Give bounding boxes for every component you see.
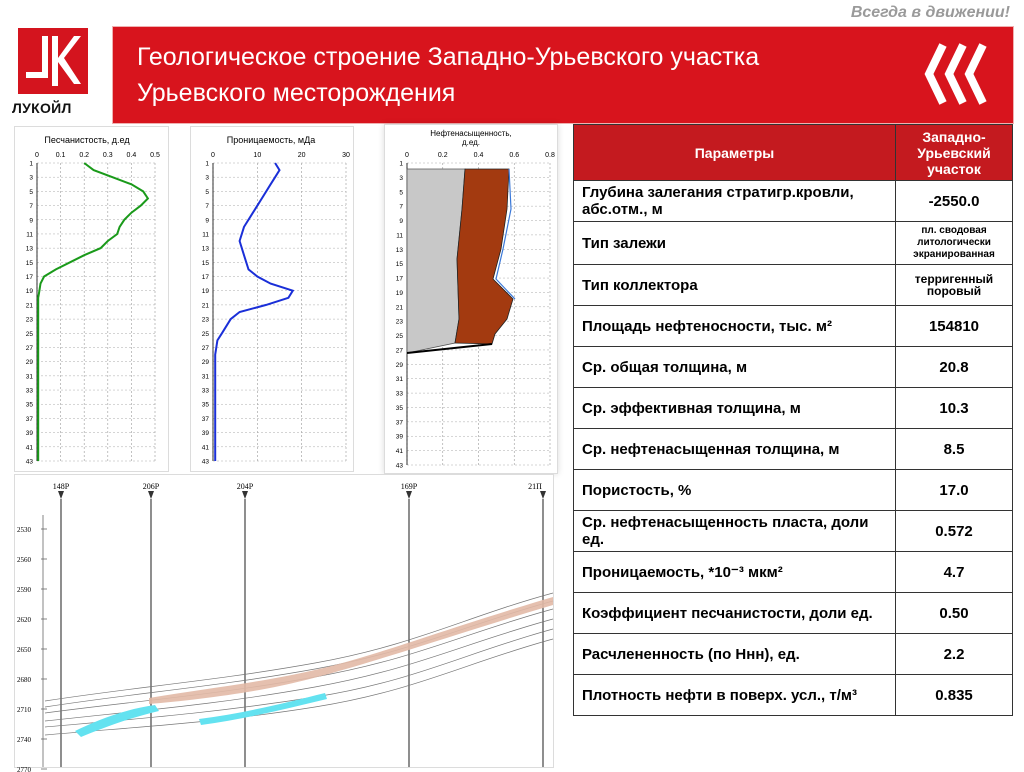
logo-emblem [18,28,88,94]
depth-tick-label: 17 [395,275,403,283]
param-value: 2.2 [896,634,1013,675]
depth-tick-label: 33 [395,390,403,398]
depth-label: 2530 [17,526,31,534]
param-name: Расчлененность (по Ннн), ед. [574,634,896,675]
depth-tick-label: 29 [25,359,33,367]
permeability-log-panel [190,126,354,472]
depth-tick-label: 43 [395,462,403,470]
water-saturation-area [407,169,465,353]
well-marker-icon [58,491,64,499]
permeability-log-chart [191,127,353,471]
depth-tick-label: 21 [201,302,209,310]
x-tick-label: 0.5 [150,152,160,159]
well-marker-icon [406,491,412,499]
table-header-row [574,125,1013,181]
sand-layer [149,597,553,704]
param-value: -2550.0 [896,181,1013,222]
x-tick-label: 0.3 [102,152,113,159]
x-tick-label: 30 [342,152,350,159]
x-tick-label: 0.8 [545,152,555,159]
sandiness-log-chart [15,127,168,471]
x-tick-label: 0.4 [126,152,137,159]
x-tick-label: 0.2 [437,152,448,159]
depth-tick-label: 41 [201,444,209,452]
depth-tick-label: 13 [395,246,403,254]
header-value: Западно-Урьевский участок [896,125,1013,181]
depth-label: 2770 [17,766,31,772]
depth-tick-label: 43 [25,458,33,466]
depth-tick-label: 23 [25,316,33,324]
depth-tick-label: 19 [25,288,33,296]
param-value: 0.50 [896,593,1013,634]
depth-tick-label: 37 [25,415,33,423]
permeability-log-title: Проницаемость, мДа [226,135,316,145]
lukoil-logo [12,28,94,116]
oil-saturation-log-panel [384,124,558,474]
well-marker-icon [148,491,154,499]
param-name: Площадь нефтеносности, тыс. м² [574,306,896,347]
table-row [574,470,1013,511]
depth-tick-label: 17 [201,274,209,282]
depth-tick-label: 27 [395,347,403,355]
depth-tick-label: 39 [25,430,33,438]
depth-tick-label: 1 [29,160,33,168]
depth-tick-label: 5 [205,188,209,196]
depth-tick-label: 31 [395,376,403,384]
page-title [137,39,917,111]
depth-tick-label: 27 [201,344,209,352]
well-marker-icon [540,491,546,499]
depth-tick-label: 31 [201,373,209,381]
permeability-curve [215,163,293,461]
depth-tick-label: 39 [201,430,209,438]
depth-tick-label: 21 [395,304,403,312]
chevron-icon [923,41,1003,107]
depth-tick-label: 27 [25,344,33,352]
depth-tick-label: 9 [29,217,33,225]
depth-tick-label: 3 [29,174,33,182]
depth-tick-label: 29 [201,359,209,367]
depth-tick-label: 1 [205,160,209,168]
title-line-1: Геологическое строение Западно-Урьевского участка [137,43,760,71]
depth-label: 2710 [17,706,31,714]
param-name: Тип залежи [574,222,896,265]
sandiness-log-panel [14,126,169,472]
param-value: 0.835 [896,675,1013,716]
well-marker-icon [242,491,248,499]
well-label: 21П [528,482,542,491]
depth-tick-label: 41 [395,448,403,456]
depth-tick-label: 23 [395,318,403,326]
depth-tick-label: 23 [201,316,209,324]
x-tick-label: 0 [35,152,39,159]
geological-section [15,475,553,772]
param-value: 154810 [896,306,1013,347]
depth-tick-label: 17 [25,274,33,282]
x-tick-label: 0 [211,152,215,159]
depth-tick-label: 9 [399,218,403,226]
x-tick-label: 0 [405,152,409,159]
param-value: 4.7 [896,552,1013,593]
water-lens [75,705,159,737]
depth-tick-label: 1 [399,160,403,168]
depth-label: 2680 [17,676,31,684]
param-name: Ср. нефтенасыщенная толщина, м [574,429,896,470]
param-value: терригенный поровый [896,265,1013,306]
depth-tick-label: 33 [25,387,33,395]
slogan: Всегда в движении! [850,4,1010,21]
sandiness-log-title: Песчанистость, д.ед [44,135,130,145]
x-tick-label: 0.4 [473,152,484,159]
param-name: Тип коллектора [574,265,896,306]
table-row [574,181,1013,222]
param-value: 8.5 [896,429,1013,470]
x-tick-label: 0.6 [509,152,520,159]
table-row [574,675,1013,716]
param-name: Ср. нефтенасыщенность пласта, доли ед. [574,511,896,552]
x-tick-label: 0.1 [55,152,66,159]
param-name: Ср. общая толщина, м [574,347,896,388]
param-name: Проницаемость, *10⁻³ мкм² [574,552,896,593]
depth-tick-label: 25 [201,330,209,338]
well-label: 204Р [236,482,254,491]
depth-tick-label: 29 [395,361,403,369]
depth-tick-label: 41 [25,444,33,452]
depth-tick-label: 9 [205,217,209,225]
depth-tick-label: 31 [25,373,33,381]
table-row [574,593,1013,634]
depth-tick-label: 3 [399,174,403,182]
depth-tick-label: 5 [29,188,33,196]
title-banner [112,26,1014,124]
stratigraphic-line [45,593,553,701]
depth-tick-label: 21 [25,302,33,310]
table-row [574,429,1013,470]
table-row [574,306,1013,347]
param-value: 10.3 [896,388,1013,429]
water-lens [199,693,327,725]
logo-text: ЛУКОЙЛ [12,100,72,116]
table-row [574,222,1013,265]
table-row [574,347,1013,388]
depth-tick-label: 3 [205,174,209,182]
param-value: 20.8 [896,347,1013,388]
depth-tick-label: 25 [395,333,403,341]
depth-label: 2590 [17,586,31,594]
depth-tick-label: 5 [399,189,403,197]
table-row [574,511,1013,552]
depth-label: 2650 [17,646,31,654]
depth-label: 2560 [17,556,31,564]
depth-tick-label: 15 [201,259,209,267]
x-tick-label: 10 [253,152,262,159]
depth-tick-label: 25 [25,330,33,338]
depth-tick-label: 13 [201,245,209,253]
oil-saturation-log-chart [385,125,557,473]
oil-saturation-area [455,169,513,344]
x-tick-label: 0.2 [79,152,90,159]
table-row [574,265,1013,306]
param-value: 17.0 [896,470,1013,511]
depth-label: 2620 [17,616,31,624]
param-name: Глубина залегания стратигр.кровли, абс.отм., м [574,181,896,222]
title-line-2: Урьевского месторождения [137,79,456,107]
geological-section-panel [14,474,554,772]
well-label: 206Р [142,482,160,491]
param-name: Пористость, % [574,470,896,511]
depth-tick-label: 7 [29,203,33,211]
depth-tick-label: 33 [201,387,209,395]
param-name: Ср. эффективная толщина, м [574,388,896,429]
depth-tick-label: 7 [205,203,209,211]
well-label: 169Р [400,482,418,491]
param-value: пл. сводовая литологически экранированная [896,222,1013,265]
depth-tick-label: 11 [202,231,209,239]
oil-saturation-title-2: д.ед. [461,138,481,147]
table-row [574,388,1013,429]
depth-tick-label: 19 [201,288,209,296]
depth-tick-label: 11 [396,232,403,240]
table-row [574,634,1013,675]
depth-tick-label: 39 [395,433,403,441]
x-tick-label: 20 [297,152,306,159]
depth-tick-label: 37 [201,415,209,423]
stratigraphic-line [45,619,553,721]
parameters-table [573,124,1013,716]
depth-tick-label: 15 [25,259,33,267]
param-name: Плотность нефти в поверх. усл., т/м³ [574,675,896,716]
param-value: 0.572 [896,511,1013,552]
depth-tick-label: 37 [395,419,403,427]
depth-label: 2740 [17,736,31,744]
depth-tick-label: 35 [395,404,403,412]
depth-tick-label: 43 [201,458,209,466]
depth-tick-label: 7 [399,203,403,211]
depth-tick-label: 35 [25,401,33,409]
oil-saturation-title-1: Нефтенасыщенность, [430,129,512,138]
table-row [574,552,1013,593]
depth-tick-label: 11 [26,231,33,239]
depth-tick-label: 35 [201,401,209,409]
depth-tick-label: 19 [395,289,403,297]
well-label: 148Р [52,482,70,491]
depth-tick-label: 13 [25,245,33,253]
depth-tick-label: 15 [395,261,403,269]
param-name: Коэффициент песчанистости, доли ед. [574,593,896,634]
header-parameters: Параметры [574,125,896,181]
